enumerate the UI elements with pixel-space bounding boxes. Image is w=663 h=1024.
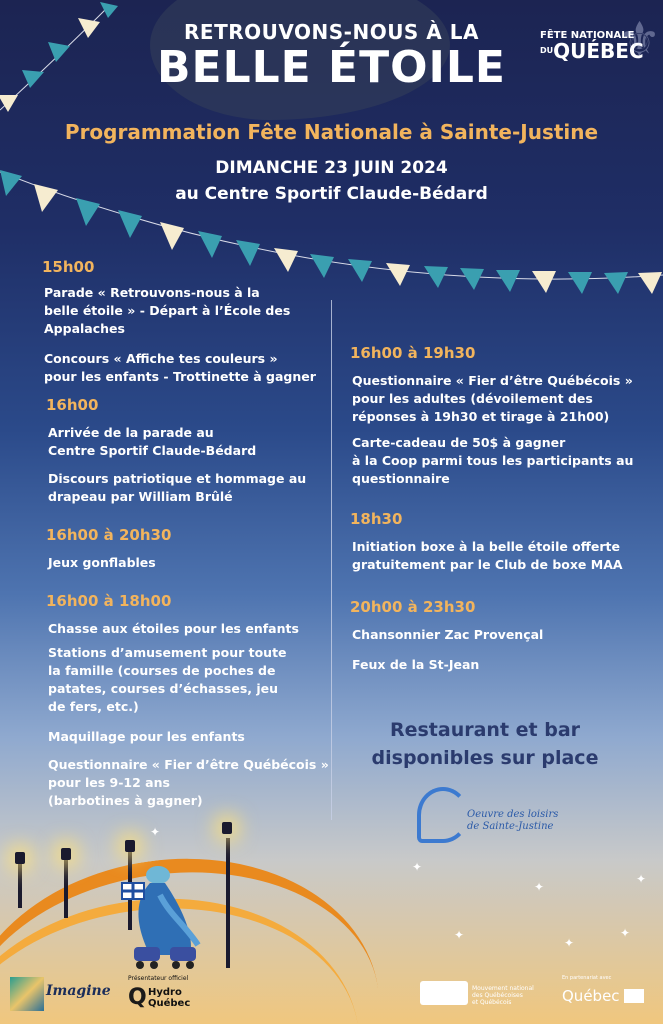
star-icon: ✦ (412, 860, 423, 874)
fete-logo-du: DU (540, 46, 554, 55)
star-icon: ✦ (534, 880, 545, 894)
lamp-light (15, 852, 25, 864)
fete-nationale-logo (540, 12, 662, 80)
imagine-logo (10, 975, 110, 1015)
street-lamp (64, 858, 68, 918)
header-line-1: RETROUVONS-NOUS À LA (184, 20, 479, 44)
activity: Questionnaire « Fier d’être Québécois » pour les 9-12 ans (barbotines à gagner) (48, 757, 329, 808)
activity: Initiation boxe à la belle étoile offerte gratuitement par le Club de boxe MAA (352, 539, 623, 572)
street-lamp (18, 862, 22, 908)
hydro-quebec-logo (128, 975, 218, 1015)
lamp-light (61, 848, 71, 860)
time-heading: 16h00 (46, 396, 99, 414)
hydro-q-icon: Q (128, 985, 147, 1010)
presenter-label: Présentateur officiel (128, 975, 189, 982)
time-heading: 20h00 à 23h30 (350, 598, 476, 616)
activity: Jeux gonflables (48, 555, 156, 570)
activity: Chansonnier Zac Provençal (352, 627, 544, 642)
mnq-logo (420, 975, 540, 1015)
imagine-text: Imagine (46, 983, 111, 999)
lamp-light (125, 840, 135, 852)
star-icon: ✦ (620, 926, 631, 940)
header-title: BELLE ÉTOILE (157, 42, 506, 93)
skater-illustration (110, 855, 220, 975)
oeuvre-loisirs-logo (415, 783, 575, 843)
activity: Maquillage pour les enfants (48, 729, 245, 744)
activity: Parade « Retrouvons-nous à la belle étoile » - Départ à l’École des Appalaches (44, 285, 291, 336)
activity: Discours patriotique et hommage au drapeau par William Brûlé (48, 471, 307, 504)
time-heading: 16h00 à 18h00 (46, 592, 172, 610)
activity: Concours « Affiche tes couleurs » pour les enfants - Trottinette à gagner (44, 351, 316, 384)
time-heading: 16h00 à 19h30 (350, 344, 476, 362)
star-icon: ✦ (150, 825, 161, 839)
fete-logo-quebec: QUÉBEC (553, 39, 644, 63)
restaurant-notice: Restaurant et bar disponibles sur place (371, 719, 599, 769)
street-lamp (226, 838, 230, 968)
star-icon: ✦ (454, 928, 465, 942)
partnership-label: En partenariat avec (562, 975, 612, 981)
star-icon: ✦ (564, 936, 575, 950)
event-date: DIMANCHE 23 JUIN 2024 (215, 158, 448, 178)
activity: Carte-cadeau de 50$ à gagner à la Coop parmi tous les participants au questionnaire (352, 435, 634, 486)
activity: Chasse aux étoiles pour les enfants (48, 621, 299, 636)
activity: Stations d’amusement pour toute la famille (courses de poches de patates, courses d’échasses, jeu de fers, etc.) (48, 645, 287, 714)
quebec-text: Québec (562, 987, 620, 1005)
time-heading: 18h30 (350, 510, 403, 528)
event-location: au Centre Sportif Claude-Bédard (175, 184, 488, 204)
quebec-flag-icon (624, 989, 644, 1003)
time-heading: 15h00 (42, 258, 95, 276)
program-title: Programmation Fête Nationale à Sainte-Justine (64, 120, 599, 144)
hydro-text: Hydro Québec (148, 987, 191, 1009)
oeuvre-logo-mark (417, 787, 469, 843)
activity: Arrivée de la parade au Centre Sportif Claude-Bédard (48, 425, 257, 458)
oeuvre-logo-text: Oeuvre des loisirs de Sainte-Justine (467, 809, 559, 832)
quebec-logo (562, 975, 652, 1015)
fleur-de-lys-icon: ⚜ (618, 12, 662, 68)
lamp-light (222, 822, 232, 834)
column-divider (331, 300, 332, 820)
activity: Questionnaire « Fier d’être Québécois » pour les adultes (dévoilement des réponses à 19h30 et tirage à 21h00) (352, 373, 633, 424)
mnq-text: Mouvement national des Québécoises et Québécois (472, 985, 534, 1006)
mnq-mark (420, 981, 468, 1005)
fete-logo-text: FÊTE NATIONALE (540, 30, 635, 41)
time-heading: 16h00 à 20h30 (46, 526, 172, 544)
star-icon: ✦ (636, 872, 647, 886)
activity: Feux de la St-Jean (352, 657, 480, 672)
